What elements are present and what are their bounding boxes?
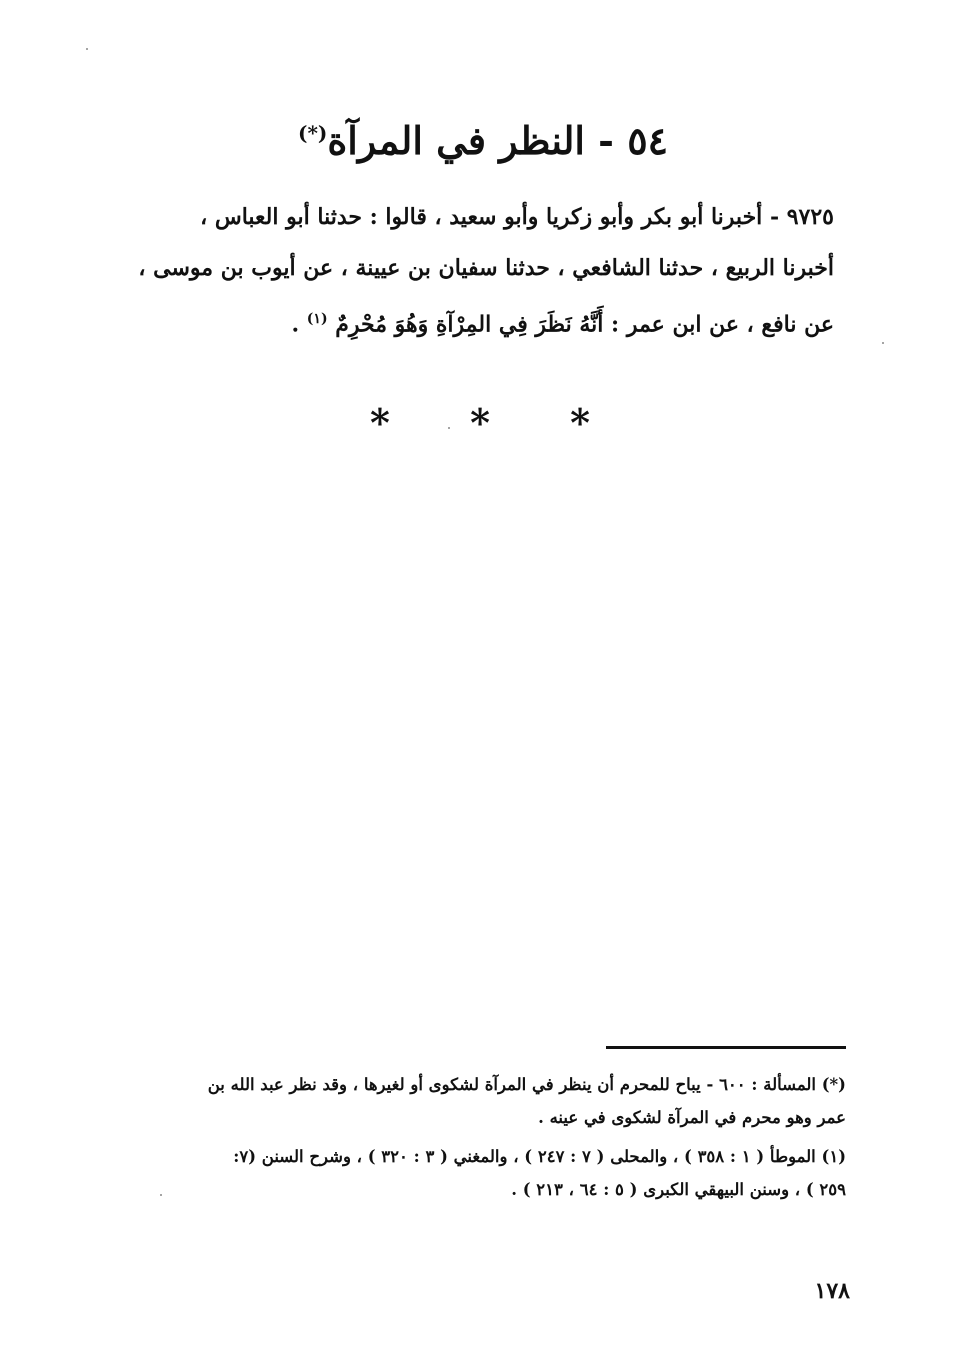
footnote-divider	[606, 1046, 846, 1049]
footnotes	[100, 1068, 846, 1212]
scan-speck	[86, 48, 88, 50]
footnote-line: عمر وهو محرم في المرآة لشكوى في عينه .	[538, 1108, 846, 1127]
separator-star: *	[370, 400, 390, 445]
hadith-line: أخبرنا الربيع ، حدثنا الشافعي ، حدثنا سفيان بن عيينة ، عن أيوب بن موسى ،	[138, 255, 834, 281]
hadith-end-period: .	[291, 311, 300, 338]
hadith-line-text: عن نافع ، عن ابن عمر : أَنَّهُ نَظَرَ فِي المِرْآةِ وَهُوَ مُحْرِمٌ	[335, 311, 834, 338]
page-number: ١٧٨	[814, 1278, 850, 1304]
hadith-text	[92, 192, 834, 350]
scan-speck	[448, 427, 450, 429]
separator-star: *	[570, 400, 590, 445]
heading-footnote-marker: (*)	[297, 121, 328, 146]
footnote-line: (١) الموطأ ( ١ : ٣٥٨ ) ، والمحلى ( ٧ : ٢٤٧ ) ، والمغني ( ٣ : ٣٢٠ ) ، وشرح السنن (٧:	[233, 1147, 846, 1166]
footnote-line: ٢٥٩ ) ، وسنن البيهقي الكبرى ( ٥ : ٦٤ ، ٢١٣ ) .	[511, 1180, 846, 1199]
section-heading	[100, 118, 860, 164]
hadith-reference-marker: (١)	[306, 311, 328, 327]
heading-title: ٥٤ - النظر في المرآة	[327, 118, 669, 163]
hadith-line	[92, 294, 834, 350]
scan-speck	[882, 342, 884, 344]
footnote-sources	[100, 1140, 846, 1206]
scan-speck	[160, 1194, 162, 1196]
footnote-line: (*) المسألة : ٦٠٠ - يباح للمحرم أن ينظر في المرآة لشكوى أو لغيرها ، وقد نظر عبد الله بن	[207, 1075, 846, 1094]
section-separator	[370, 400, 590, 445]
separator-star: *	[470, 400, 490, 445]
footnote-issue	[100, 1068, 846, 1134]
hadith-line: ٩٧٢٥ - أخبرنا أبو بكر وأبو زكريا وأبو سعيد ، قالوا : حدثنا أبو العباس ،	[200, 204, 834, 230]
